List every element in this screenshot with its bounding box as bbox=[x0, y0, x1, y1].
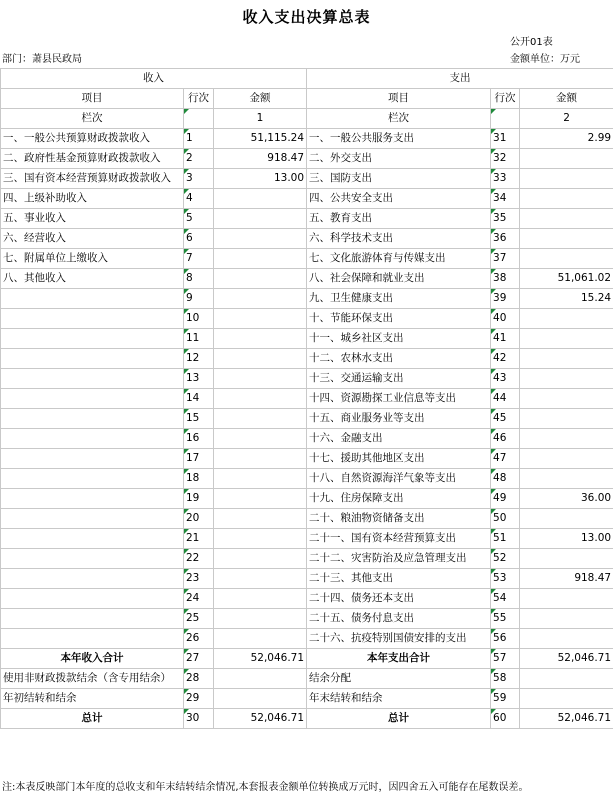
expense-amount: 13.00 bbox=[520, 529, 613, 549]
expense-item: 十六、金融支出 bbox=[307, 429, 491, 449]
expense-line: 38 bbox=[491, 269, 520, 289]
table-row bbox=[1, 449, 613, 469]
expense-line: 37 bbox=[491, 249, 520, 269]
income-item bbox=[1, 309, 184, 329]
income-line: 23 bbox=[184, 569, 214, 589]
income-item: 四、上级补助收入 bbox=[1, 189, 184, 209]
income-amount bbox=[214, 289, 307, 309]
income-amount bbox=[214, 269, 307, 289]
expense-line: 59 bbox=[491, 689, 520, 709]
expense-item: 五、教育支出 bbox=[307, 209, 491, 229]
income-item bbox=[1, 389, 184, 409]
expense-amount bbox=[520, 589, 613, 609]
grand-total-row bbox=[1, 709, 613, 729]
income-item: 六、经营收入 bbox=[1, 229, 184, 249]
income-amount bbox=[214, 369, 307, 389]
income-item bbox=[1, 629, 184, 649]
income-line: 24 bbox=[184, 589, 214, 609]
expense-line: 53 bbox=[491, 569, 520, 589]
income-item bbox=[1, 329, 184, 349]
expense-item: 二十、粮油物资储备支出 bbox=[307, 509, 491, 529]
income-amount bbox=[214, 469, 307, 489]
expense-item: 二、外交支出 bbox=[307, 149, 491, 169]
income-item bbox=[1, 369, 184, 389]
expense-item: 三、国防支出 bbox=[307, 169, 491, 189]
income-amount bbox=[214, 609, 307, 629]
expense-amount bbox=[520, 449, 613, 469]
expense-item: 年末结转和结余 bbox=[307, 689, 491, 709]
expense-item: 十八、自然资源海洋气象等支出 bbox=[307, 469, 491, 489]
income-amount bbox=[214, 669, 307, 689]
income-line: 7 bbox=[184, 249, 214, 269]
income-line: 2 bbox=[184, 149, 214, 169]
expense-line: 39 bbox=[491, 289, 520, 309]
expense-amount bbox=[520, 409, 613, 429]
income-amount bbox=[214, 549, 307, 569]
expense-item-header: 项目 bbox=[307, 89, 491, 109]
column-header-row bbox=[1, 89, 613, 109]
income-header: 收入 bbox=[1, 69, 307, 89]
expense-line: 51 bbox=[491, 529, 520, 549]
income-line: 4 bbox=[184, 189, 214, 209]
expense-amount bbox=[520, 349, 613, 369]
expense-amount: 51,061.02 bbox=[520, 269, 613, 289]
table-row bbox=[1, 289, 613, 309]
expense-amount bbox=[520, 389, 613, 409]
income-line: 19 bbox=[184, 489, 214, 509]
income-line: 12 bbox=[184, 349, 214, 369]
income-item bbox=[1, 589, 184, 609]
income-line: 9 bbox=[184, 289, 214, 309]
income-amount bbox=[214, 309, 307, 329]
expense-amount bbox=[520, 309, 613, 329]
expense-amount-header: 金额 bbox=[520, 89, 613, 109]
balance-row bbox=[1, 669, 613, 689]
table-row bbox=[1, 149, 613, 169]
income-line: 1 bbox=[184, 129, 214, 149]
income-line: 22 bbox=[184, 549, 214, 569]
expense-line: 40 bbox=[491, 309, 520, 329]
table-row bbox=[1, 369, 613, 389]
income-amount bbox=[214, 589, 307, 609]
page-title: 收入支出决算总表 bbox=[242, 8, 371, 26]
expense-item: 六、科学技术支出 bbox=[307, 229, 491, 249]
expense-line: 48 bbox=[491, 469, 520, 489]
income-line: 13 bbox=[184, 369, 214, 389]
expense-row-label: 栏次 bbox=[307, 109, 491, 129]
table-row bbox=[1, 209, 613, 229]
expense-line: 49 bbox=[491, 489, 520, 509]
income-amount bbox=[214, 409, 307, 429]
expense-line: 33 bbox=[491, 169, 520, 189]
income-item bbox=[1, 409, 184, 429]
expense-line: 41 bbox=[491, 329, 520, 349]
expense-line: 50 bbox=[491, 509, 520, 529]
income-item bbox=[1, 289, 184, 309]
expense-line: 46 bbox=[491, 429, 520, 449]
expense-item: 结余分配 bbox=[307, 669, 491, 689]
income-line: 6 bbox=[184, 229, 214, 249]
expense-line: 56 bbox=[491, 629, 520, 649]
income-item: 五、事业收入 bbox=[1, 209, 184, 229]
expense-item: 八、社会保障和就业支出 bbox=[307, 269, 491, 289]
income-item: 一、一般公共预算财政拨款收入 bbox=[1, 129, 184, 149]
table-row bbox=[1, 529, 613, 549]
expense-amount: 36.00 bbox=[520, 489, 613, 509]
expense-item: 十七、援助其他地区支出 bbox=[307, 449, 491, 469]
income-amount bbox=[214, 489, 307, 509]
expense-item: 七、文化旅游体育与传媒支出 bbox=[307, 249, 491, 269]
expense-amount bbox=[520, 469, 613, 489]
budget-table bbox=[0, 68, 613, 729]
table-row bbox=[1, 409, 613, 429]
expense-amount bbox=[520, 229, 613, 249]
form-code: 公开01表 bbox=[510, 37, 553, 48]
income-line: 3 bbox=[184, 169, 214, 189]
expense-line: 52 bbox=[491, 549, 520, 569]
income-line-blank bbox=[184, 109, 214, 129]
expense-amount bbox=[520, 189, 613, 209]
income-amount bbox=[214, 349, 307, 369]
expense-item: 二十四、债务还本支出 bbox=[307, 589, 491, 609]
grand-income-amount: 52,046.71 bbox=[214, 709, 307, 729]
expense-total-label: 本年支出合计 bbox=[307, 649, 491, 669]
income-amount bbox=[214, 329, 307, 349]
expense-amount bbox=[520, 329, 613, 349]
grand-expense-line: 60 bbox=[491, 709, 520, 729]
expense-item: 十、节能环保支出 bbox=[307, 309, 491, 329]
income-item bbox=[1, 569, 184, 589]
department-label: 部门：萧县民政局 bbox=[2, 54, 82, 65]
income-amount bbox=[214, 229, 307, 249]
table-row bbox=[1, 189, 613, 209]
column-number-row bbox=[1, 109, 613, 129]
income-amount bbox=[214, 389, 307, 409]
income-item: 三、国有资本经营预算财政拨款收入 bbox=[1, 169, 184, 189]
income-item: 七、附属单位上缴收入 bbox=[1, 249, 184, 269]
income-line: 28 bbox=[184, 669, 214, 689]
grand-expense-amount: 52,046.71 bbox=[520, 709, 613, 729]
table-row bbox=[1, 509, 613, 529]
income-amount bbox=[214, 449, 307, 469]
expense-line: 54 bbox=[491, 589, 520, 609]
income-line: 20 bbox=[184, 509, 214, 529]
expense-amount bbox=[520, 429, 613, 449]
expense-item: 四、公共安全支出 bbox=[307, 189, 491, 209]
expense-amount bbox=[520, 209, 613, 229]
table-row bbox=[1, 609, 613, 629]
income-amount bbox=[214, 569, 307, 589]
expense-line: 47 bbox=[491, 449, 520, 469]
expense-amount bbox=[520, 629, 613, 649]
expense-item: 十九、住房保障支出 bbox=[307, 489, 491, 509]
table-row bbox=[1, 569, 613, 589]
table-row bbox=[1, 309, 613, 329]
table-row bbox=[1, 629, 613, 649]
table-row bbox=[1, 249, 613, 269]
income-item bbox=[1, 509, 184, 529]
income-amount bbox=[214, 249, 307, 269]
expense-item: 二十六、抗疫特别国债安排的支出 bbox=[307, 629, 491, 649]
income-total-label: 本年收入合计 bbox=[1, 649, 184, 669]
table-row bbox=[1, 549, 613, 569]
expense-total-line: 57 bbox=[491, 649, 520, 669]
expense-line: 44 bbox=[491, 389, 520, 409]
income-line: 25 bbox=[184, 609, 214, 629]
income-amount: 51,115.24 bbox=[214, 129, 307, 149]
expense-item: 十三、交通运输支出 bbox=[307, 369, 491, 389]
income-line: 16 bbox=[184, 429, 214, 449]
income-item bbox=[1, 429, 184, 449]
income-amount bbox=[214, 429, 307, 449]
expense-amount bbox=[520, 689, 613, 709]
expense-line: 55 bbox=[491, 609, 520, 629]
expense-amount bbox=[520, 369, 613, 389]
table-row bbox=[1, 229, 613, 249]
income-item bbox=[1, 469, 184, 489]
expense-item: 九、卫生健康支出 bbox=[307, 289, 491, 309]
income-line: 26 bbox=[184, 629, 214, 649]
income-amount bbox=[214, 509, 307, 529]
expense-line-header: 行次 bbox=[491, 89, 520, 109]
income-line: 17 bbox=[184, 449, 214, 469]
table-row bbox=[1, 349, 613, 369]
income-line-header: 行次 bbox=[184, 89, 214, 109]
table-row bbox=[1, 129, 613, 149]
income-col-number: 1 bbox=[214, 109, 307, 129]
grand-income-line: 30 bbox=[184, 709, 214, 729]
table-row bbox=[1, 169, 613, 189]
income-line: 18 bbox=[184, 469, 214, 489]
income-amount bbox=[214, 689, 307, 709]
expense-amount bbox=[520, 169, 613, 189]
income-line: 21 bbox=[184, 529, 214, 549]
income-item: 年初结转和结余 bbox=[1, 689, 184, 709]
income-amount-header: 金额 bbox=[214, 89, 307, 109]
expense-amount bbox=[520, 609, 613, 629]
expense-line: 36 bbox=[491, 229, 520, 249]
expense-item: 二十三、其他支出 bbox=[307, 569, 491, 589]
income-amount bbox=[214, 629, 307, 649]
expense-header: 支出 bbox=[307, 69, 613, 89]
income-amount bbox=[214, 189, 307, 209]
income-line: 10 bbox=[184, 309, 214, 329]
total-row bbox=[1, 649, 613, 669]
grand-income-label: 总计 bbox=[1, 709, 184, 729]
expense-line: 58 bbox=[491, 669, 520, 689]
income-item bbox=[1, 609, 184, 629]
expense-item: 二十二、灾害防治及应急管理支出 bbox=[307, 549, 491, 569]
balance-row bbox=[1, 689, 613, 709]
expense-item: 十二、农林水支出 bbox=[307, 349, 491, 369]
income-total-amount: 52,046.71 bbox=[214, 649, 307, 669]
expense-line: 34 bbox=[491, 189, 520, 209]
expense-amount: 918.47 bbox=[520, 569, 613, 589]
table-row bbox=[1, 269, 613, 289]
table-row bbox=[1, 329, 613, 349]
income-amount: 918.47 bbox=[214, 149, 307, 169]
footnote: 注:本表反映部门本年度的总收支和年末结转结余情况,本套报表金额单位转换成万元时，因四舍五入可能存在尾数误差。 bbox=[2, 782, 529, 793]
table-row bbox=[1, 589, 613, 609]
income-line: 29 bbox=[184, 689, 214, 709]
expense-line: 31 bbox=[491, 129, 520, 149]
income-item: 使用非财政拨款结余（含专用结余） bbox=[1, 669, 184, 689]
expense-col-number: 2 bbox=[520, 109, 613, 129]
income-amount: 13.00 bbox=[214, 169, 307, 189]
expense-total-amount: 52,046.71 bbox=[520, 649, 613, 669]
expense-amount: 2.99 bbox=[520, 129, 613, 149]
expense-line: 45 bbox=[491, 409, 520, 429]
income-row-label: 栏次 bbox=[1, 109, 184, 129]
expense-item: 二十五、债务付息支出 bbox=[307, 609, 491, 629]
income-line: 14 bbox=[184, 389, 214, 409]
expense-amount: 15.24 bbox=[520, 289, 613, 309]
table-row bbox=[1, 429, 613, 449]
table-row bbox=[1, 489, 613, 509]
expense-line: 43 bbox=[491, 369, 520, 389]
income-amount bbox=[214, 209, 307, 229]
income-line: 8 bbox=[184, 269, 214, 289]
expense-line: 42 bbox=[491, 349, 520, 369]
income-item: 二、政府性基金预算财政拨款收入 bbox=[1, 149, 184, 169]
expense-amount bbox=[520, 549, 613, 569]
unit-label: 金额单位：万元 bbox=[510, 54, 580, 65]
income-item bbox=[1, 449, 184, 469]
income-item-header: 项目 bbox=[1, 89, 184, 109]
income-item bbox=[1, 529, 184, 549]
income-item bbox=[1, 549, 184, 569]
income-amount bbox=[214, 529, 307, 549]
expense-item: 十四、资源勘探工业信息等支出 bbox=[307, 389, 491, 409]
table-row bbox=[1, 389, 613, 409]
income-total-line: 27 bbox=[184, 649, 214, 669]
expense-line: 35 bbox=[491, 209, 520, 229]
income-line: 15 bbox=[184, 409, 214, 429]
expense-amount bbox=[520, 669, 613, 689]
expense-item: 一、一般公共服务支出 bbox=[307, 129, 491, 149]
expense-item: 二十一、国有资本经营预算支出 bbox=[307, 529, 491, 549]
table-row bbox=[1, 469, 613, 489]
expense-item: 十一、城乡社区支出 bbox=[307, 329, 491, 349]
income-line: 11 bbox=[184, 329, 214, 349]
section-header-row bbox=[1, 69, 613, 89]
income-item bbox=[1, 489, 184, 509]
expense-amount bbox=[520, 149, 613, 169]
income-line: 5 bbox=[184, 209, 214, 229]
expense-item: 十五、商业服务业等支出 bbox=[307, 409, 491, 429]
expense-line-blank bbox=[491, 109, 520, 129]
income-item: 八、其他收入 bbox=[1, 269, 184, 289]
income-item bbox=[1, 349, 184, 369]
expense-line: 32 bbox=[491, 149, 520, 169]
expense-amount bbox=[520, 249, 613, 269]
grand-expense-label: 总计 bbox=[307, 709, 491, 729]
expense-amount bbox=[520, 509, 613, 529]
